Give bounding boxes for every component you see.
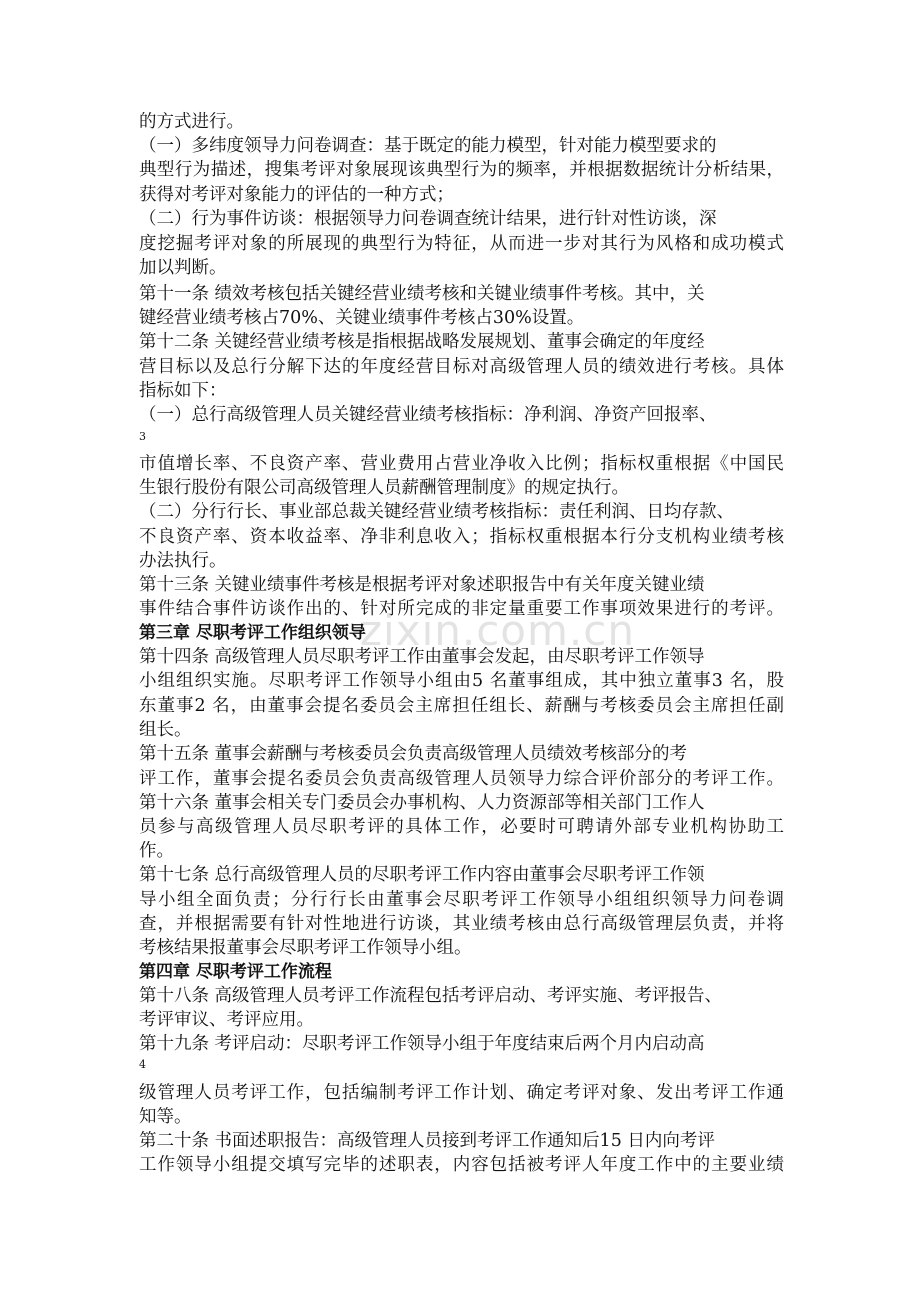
text-line: 考评审议、考评应用。 bbox=[139, 1010, 314, 1030]
text-line: 员参与高级管理人员尽职考评的具体工作，必要时可聘请外部专业机构协助工 bbox=[139, 817, 784, 837]
watermark: zixin.com.cn bbox=[360, 606, 635, 655]
text-line: 第十五条 董事会薪酬与考核委员会负责高级管理人员绩效考核部分的考 bbox=[139, 744, 688, 764]
text-line: 查，并根据需要有针对性地进行访谈，其业绩考核由总行高级管理层负责，并将 bbox=[139, 914, 784, 934]
text-line: 事件结合事件访谈作出的、针对所完成的非定量重要工作事项效果进行的考评。 bbox=[139, 599, 784, 619]
text-line: 知等。 bbox=[139, 1107, 192, 1127]
text-line: 典型行为描述，搜集考评对象展现该典型行为的频率，并根据数据统计分析结果， bbox=[139, 160, 784, 180]
chapter-heading: 第三章 尽职考评工作组织领导 bbox=[139, 623, 366, 643]
text-line: （一）总行高级管理人员关键经营业绩考核指标：净利润、净资产回报率、 bbox=[139, 405, 717, 425]
text-line: 第十九条 考评启动：尽职考评工作领导小组于年度结束后两个月内启动高 bbox=[139, 1034, 705, 1054]
text-line: 小组组织实施。尽职考评工作领导小组由5 名董事组成，其中独立董事3 名，股 bbox=[139, 671, 784, 691]
text-line: 第十六条 董事会相关专门委员会办事机构、人力资源部等相关部门工作人 bbox=[139, 793, 705, 813]
text-line: 营目标以及总行分解下达的年度经营目标对高级管理人员的绩效进行考核。具体 bbox=[139, 357, 784, 377]
text-line: 组长。 bbox=[139, 720, 192, 740]
text-line: 第十一条 绩效考核包括关键经营业绩考核和关键业绩事件考核。其中，关 bbox=[139, 284, 705, 304]
text-line: 评工作，董事会提名委员会负责高级管理人员领导力综合评价部分的考评工作。 bbox=[139, 769, 784, 789]
text-line: 不良资产率、资本收益率、净非利息收入；指标权重根据本行分支机构业绩考核 bbox=[139, 527, 784, 547]
page-number: 4 bbox=[139, 1058, 146, 1071]
text-line: 度挖掘考评对象的所展现的典型行为特征，从而进一步对其行为风格和成功模式 bbox=[139, 234, 784, 254]
text-line: 键经营业绩考核占70%、关键业绩事件考核占30%设置。 bbox=[139, 308, 585, 328]
text-line: 第十七条 总行高级管理人员的尽职考评工作内容由董事会尽职考评工作领 bbox=[139, 865, 705, 885]
text-line: （二）分行行长、事业部总裁关键经营业绩考核指标：责任利润、日均存款、 bbox=[139, 502, 734, 522]
text-line: 导小组全面负责；分行行长由董事会尽职考评工作领导小组组织领导力问卷调 bbox=[139, 890, 784, 910]
text-line: （一）多纬度领导力问卷调查：基于既定的能力模型，针对能力模型要求的 bbox=[139, 136, 717, 156]
text-line: 市值增长率、不良资产率、营业费用占营业净收入比例；指标权重根据《中国民 bbox=[139, 454, 784, 474]
text-line: 第十二条 关键经营业绩考核是指根据战略发展规划、董事会确定的年度经 bbox=[139, 332, 705, 352]
text-line: 作。 bbox=[139, 841, 174, 861]
chapter-heading: 第四章 尽职考评工作流程 bbox=[139, 962, 332, 982]
text-line: 获得对考评对象能力的评估的一种方式； bbox=[139, 185, 454, 205]
text-line: 工作领导小组提交填写完毕的述职表，内容包括被考评人年度工作中的主要业绩 bbox=[139, 1155, 784, 1175]
text-line: 第十三条 关键业绩事件考核是根据考评对象述职报告中有关年度关键业绩 bbox=[139, 575, 705, 595]
text-line: 加以判断。 bbox=[139, 258, 227, 278]
text-line: 第十四条 高级管理人员尽职考评工作由董事会发起，由尽职考评工作领导 bbox=[139, 647, 705, 667]
text-line: 指标如下： bbox=[139, 381, 227, 401]
text-line: 办法执行。 bbox=[139, 551, 227, 571]
text-line: 的方式进行。 bbox=[139, 112, 244, 132]
text-line: 东董事2 名，由董事会提名委员会主席担任组长、薪酬与考核委员会主席担任副 bbox=[139, 696, 784, 716]
text-line: 考核结果报董事会尽职考评工作领导小组。 bbox=[139, 938, 472, 958]
text-line: （二）行为事件访谈：根据领导力问卷调查统计结果，进行针对性访谈，深 bbox=[139, 209, 717, 229]
text-line: 生银行股份有限公司高级管理人员薪酬管理制度》的规定执行。 bbox=[139, 478, 629, 498]
text-line: 第二十条 书面述职报告：高级管理人员接到考评工作通知后15 日内向考评 bbox=[139, 1131, 715, 1151]
page-number: 3 bbox=[139, 430, 146, 443]
text-line: 第十八条 高级管理人员考评工作流程包括考评启动、考评实施、考评报告、 bbox=[139, 986, 723, 1006]
text-line: 级管理人员考评工作，包括编制考评工作计划、确定考评对象、发出考评工作通 bbox=[139, 1083, 784, 1103]
